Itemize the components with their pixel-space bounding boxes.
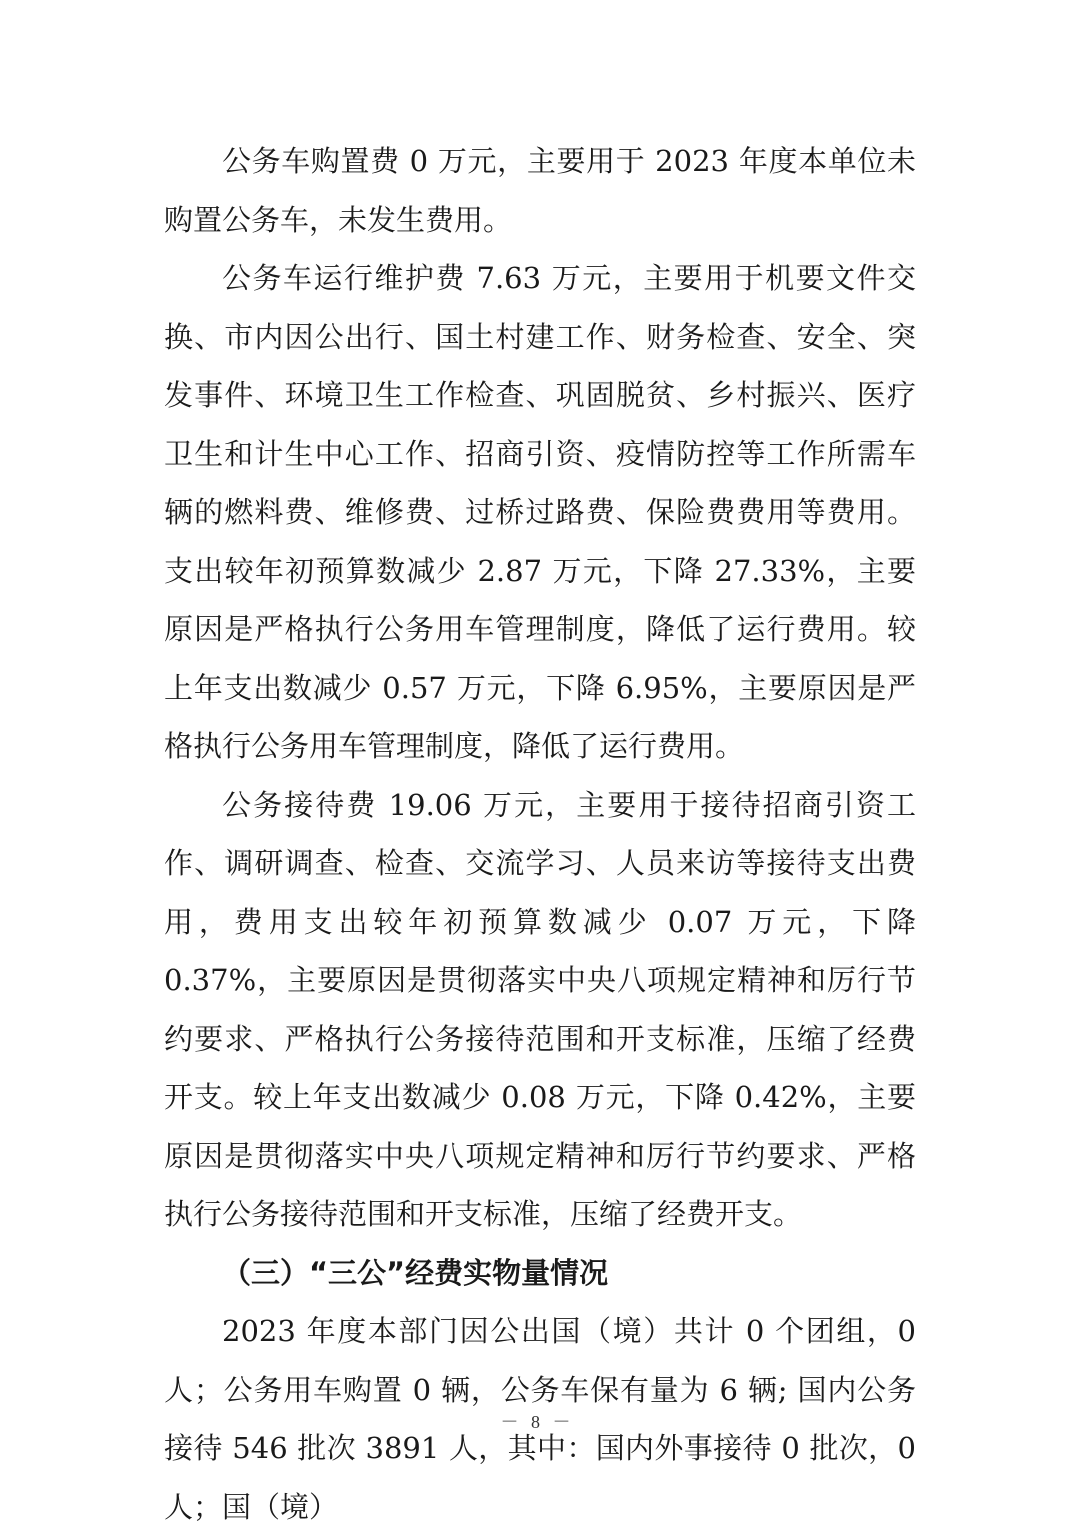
paragraph-vehicle-maintenance: 公务车运行维护费 7.63 万元，主要用于机要文件交换、市内因公出行、国土村建工作、财务检查、安全、突发事件、环境卫生工作检查、巩固脱贫、乡村振兴、医疗卫生和计生中心工作、招商引资、疫情防控等工作所需车辆的燃料费、维修费、过桥过路费、保险费费用等费用。支出较年初预算数减少 2.87 万元，下降 27.33%，主要原因是严格执行公务用车管理制度，降低了运行费用。较上年支出数减少 0.57 万元，下降 6.95%，主要原因是严格执行公务用车管理制度，降低了运行费用。 — [164, 261, 916, 763]
page-number: － 8 － — [500, 1412, 575, 1432]
paragraph-vehicle-purchase: 公务车购置费 0 万元，主要用于 2023 年度本单位未购置公务车，未发生费用。 — [164, 144, 916, 237]
paragraph-physical-quantity: 2023 年度本部门因公出国（境）共计 0 个团组，0 人；公务用车购置 0 辆，公务车保有量为 6 辆; 国内公务接待 546 批次 3891 人，其中：国内外事接待 0 批次，0 人；国（境） — [164, 1314, 916, 1524]
paragraph-reception-expense: 公务接待费 19.06 万元，主要用于接待招商引资工作、调研调查、检查、交流学习、人员来访等接待支出费用，费用支出较年初预算数减少 0.07 万元，下降 0.37%，主要原因是贯彻落实中央八项规定精神和厉行节约要求、严格执行公务接待范围和开支标准，压缩了经费开支。较上年支出数减少 0.08 万元，下降 0.42%，主要原因是贯彻落实中央八项规定精神和厉行节约要求、严格执行公务接待范围和开支标准，压缩了经费开支。 — [164, 787, 916, 1231]
section-heading: （三）“三公”经费实物量情况 — [222, 1255, 609, 1290]
document-body — [164, 132, 916, 1536]
